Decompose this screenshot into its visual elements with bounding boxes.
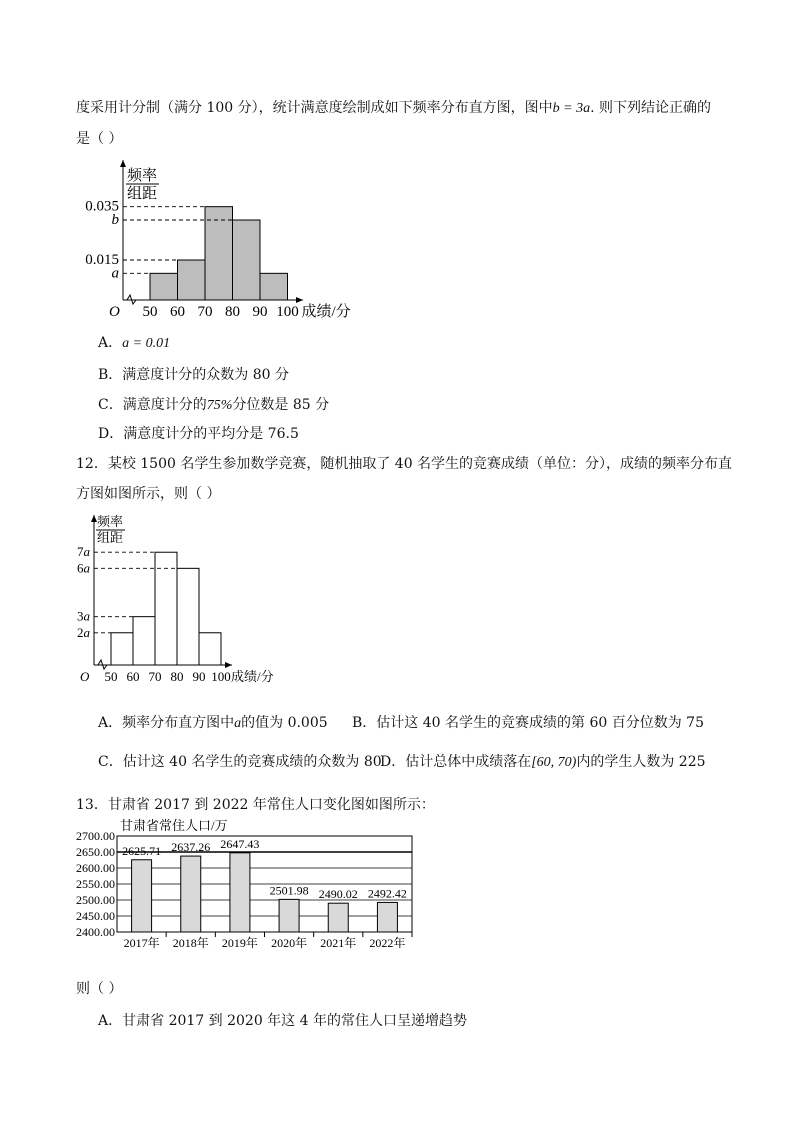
x-axis-label: 成绩/分 <box>231 669 274 684</box>
bar-value-label: 2625.71 <box>122 843 162 858</box>
y-tick-label: b <box>111 212 119 228</box>
option-text: 估计这 40 名学生的竞赛成绩的第 60 百分位数为 75 <box>376 715 704 731</box>
origin-label: O <box>109 304 120 320</box>
population-bar <box>230 853 250 932</box>
x-tick-label: 60 <box>170 304 185 320</box>
y-tick-label: 2500.00 <box>76 893 115 907</box>
y-label-top: 频率 <box>97 514 124 529</box>
population-bar <box>181 856 201 932</box>
y-tick-label: 2700.00 <box>76 829 115 843</box>
y-tick-label: 7a <box>77 544 90 560</box>
option-text: a = 0.01 <box>122 336 171 351</box>
q13-option-a <box>98 1011 467 1031</box>
option-text: 的值为 0.005 <box>241 715 328 731</box>
option-math: [60, 70) <box>531 755 577 770</box>
x-tick-label: 80 <box>225 304 240 320</box>
y-tick-label: 6a <box>77 560 90 576</box>
option-math: 75% <box>206 398 233 413</box>
x-tick-label: 60 <box>126 669 140 684</box>
q12-stem-line2: 方图如图所示，则（ ） <box>76 486 221 502</box>
option-label: A． <box>98 335 123 351</box>
q12-stem-line1: 12．某校 1500 名学生参加数学竞赛，随机抽取了 40 名学生的竞赛成绩（单位：分），成绩的频率分布直 <box>76 456 733 472</box>
option-text: 估计总体中成绩落在 <box>405 754 532 770</box>
x-tick-label: 50 <box>142 304 158 320</box>
option-text: 内的学生人数为 225 <box>576 754 706 770</box>
option-text: 满意度计分的 <box>122 397 207 413</box>
x-axis-label: 成绩/分 <box>301 304 351 320</box>
bar-value-label: 2637.26 <box>171 840 211 855</box>
x-tick-label: 100 <box>276 304 299 320</box>
chart-title: 甘肃省常住人口/万 <box>120 818 228 833</box>
option-label: B． <box>98 367 123 383</box>
x-tick-label: 50 <box>104 669 118 684</box>
option-label: A． <box>98 1013 123 1029</box>
y-tick-label: 2550.00 <box>76 877 115 891</box>
x-tick-label: 2017年 <box>123 936 160 950</box>
option-label: D． <box>380 754 406 770</box>
y-label-top: 频率 <box>127 168 158 184</box>
option-text: 甘肃省 2017 到 2020 年这 4 年的常住人口呈递增趋势 <box>122 1013 467 1029</box>
y-tick-label: 2450.00 <box>76 909 115 923</box>
y-label-bottom: 组距 <box>97 530 124 545</box>
bar-value-label: 2490.02 <box>318 887 358 902</box>
option-text: 分位数是 85 分 <box>232 397 330 413</box>
y-tick-label: 2650.00 <box>76 845 115 859</box>
option-label: C． <box>98 397 123 413</box>
y-tick-label: 2400.00 <box>76 925 115 939</box>
option-label: A． <box>98 715 123 731</box>
x-tick-label: 2021年 <box>320 936 357 950</box>
q11-stem-line2: 是（ ） <box>76 131 123 147</box>
option-text: 估计这 40 名学生的竞赛成绩的众数为 80 <box>122 754 382 770</box>
y-tick-label: 0.035 <box>85 198 119 215</box>
x-tick-label: 2020年 <box>271 936 308 950</box>
q11-stem-text: 度采用计分制（满分 100 分），统计满意度绘制成如下频率分布直方图，图中 <box>76 100 553 116</box>
x-tick-label: 2022年 <box>369 936 406 950</box>
bar-value-label: 2501.98 <box>269 883 309 898</box>
y-tick-label: 2a <box>77 624 90 640</box>
option-label: C． <box>98 754 123 770</box>
origin-label: O <box>80 669 90 684</box>
bar-value-label: 2492.42 <box>367 886 407 901</box>
y-tick-label: a <box>111 265 119 282</box>
q11-stem-math: b = 3a <box>552 101 591 116</box>
option-label: D． <box>98 426 124 442</box>
y-label-bottom: 组距 <box>127 186 158 202</box>
option-text: 满意度计分的平均分是 76.5 <box>123 426 299 442</box>
population-bar <box>328 903 348 932</box>
option-text: 频率分布直方图中 <box>122 715 235 731</box>
q13-tail: 则（ ） <box>76 981 123 997</box>
y-tick-label: 3a <box>77 608 90 624</box>
q13-stem: 13．甘肃省 2017 到 2022 年常住人口变化图如图所示： <box>76 797 435 813</box>
population-bar <box>377 902 397 932</box>
x-tick-label: 2018年 <box>172 936 209 950</box>
option-text: 满意度计分的众数为 80 分 <box>122 367 290 383</box>
x-tick-label: 90 <box>192 669 206 684</box>
option-label: B． <box>352 715 377 731</box>
population-bar <box>279 899 299 932</box>
x-tick-label: 70 <box>197 304 213 320</box>
x-tick-label: 2019年 <box>221 936 258 950</box>
x-tick-label: 100 <box>211 669 231 684</box>
x-tick-label: 80 <box>170 669 184 684</box>
y-tick-label: 2600.00 <box>76 861 115 875</box>
bar-value-label: 2647.43 <box>220 836 260 851</box>
x-tick-label: 90 <box>252 304 268 320</box>
population-bar <box>132 860 152 932</box>
q11-stem-end: . 则下列结论正确的 <box>590 100 711 116</box>
x-tick-label: 70 <box>148 669 162 684</box>
y-tick-label: 0.015 <box>85 252 119 268</box>
option-math: a <box>234 716 242 731</box>
